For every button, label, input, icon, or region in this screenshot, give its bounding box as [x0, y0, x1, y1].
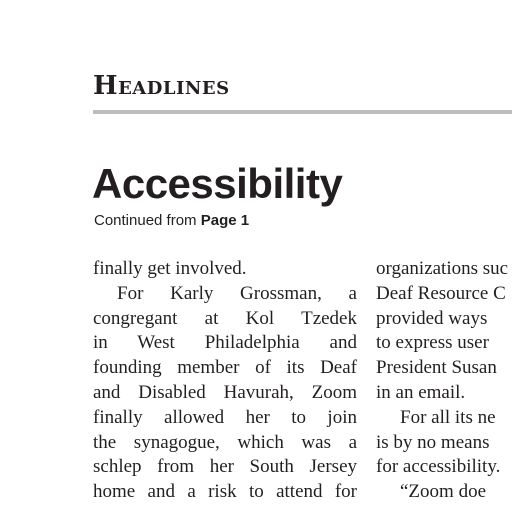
body-line: the synagogue, which was a — [93, 431, 357, 453]
body-line: for accessibility. — [376, 456, 501, 478]
body-line: finally allowed her to join — [93, 406, 357, 428]
body-line: For Karly Grossman, a — [117, 282, 357, 304]
body-line: founding member of its Deaf — [93, 357, 357, 379]
article-column-right — [376, 257, 512, 505]
body-line: For all its ne — [400, 406, 496, 428]
body-line: “Zoom doe — [400, 481, 487, 503]
body-line: is by no means — [376, 431, 490, 453]
body-line: President Susan — [376, 357, 497, 379]
body-line: schlep from her South Jersey — [93, 456, 357, 478]
article-column-left — [93, 257, 357, 505]
body-line: and Disabled Havurah, Zoom — [93, 381, 357, 403]
body-line: congregant at Kol Tzedek — [93, 307, 357, 329]
body-line: Deaf Resource C — [376, 282, 506, 304]
body-line: organizations suc — [376, 258, 509, 279]
body-line: in West Philadelphia and — [93, 332, 357, 354]
body-line: finally get involved. — [93, 258, 247, 279]
body-line: home and a risk to attend for — [93, 481, 357, 503]
body-line: in an email. — [376, 381, 466, 403]
section-header — [93, 66, 512, 114]
section-title: Headlines — [93, 71, 230, 101]
article-headline: Accessibility — [92, 160, 343, 207]
continued-page-link[interactable]: Page 1 — [200, 212, 250, 229]
continued-from-line — [94, 211, 249, 231]
body-line: to express user — [376, 332, 489, 354]
body-line: provided ways — [376, 307, 488, 329]
continued-prefix: Continued from — [94, 212, 201, 229]
